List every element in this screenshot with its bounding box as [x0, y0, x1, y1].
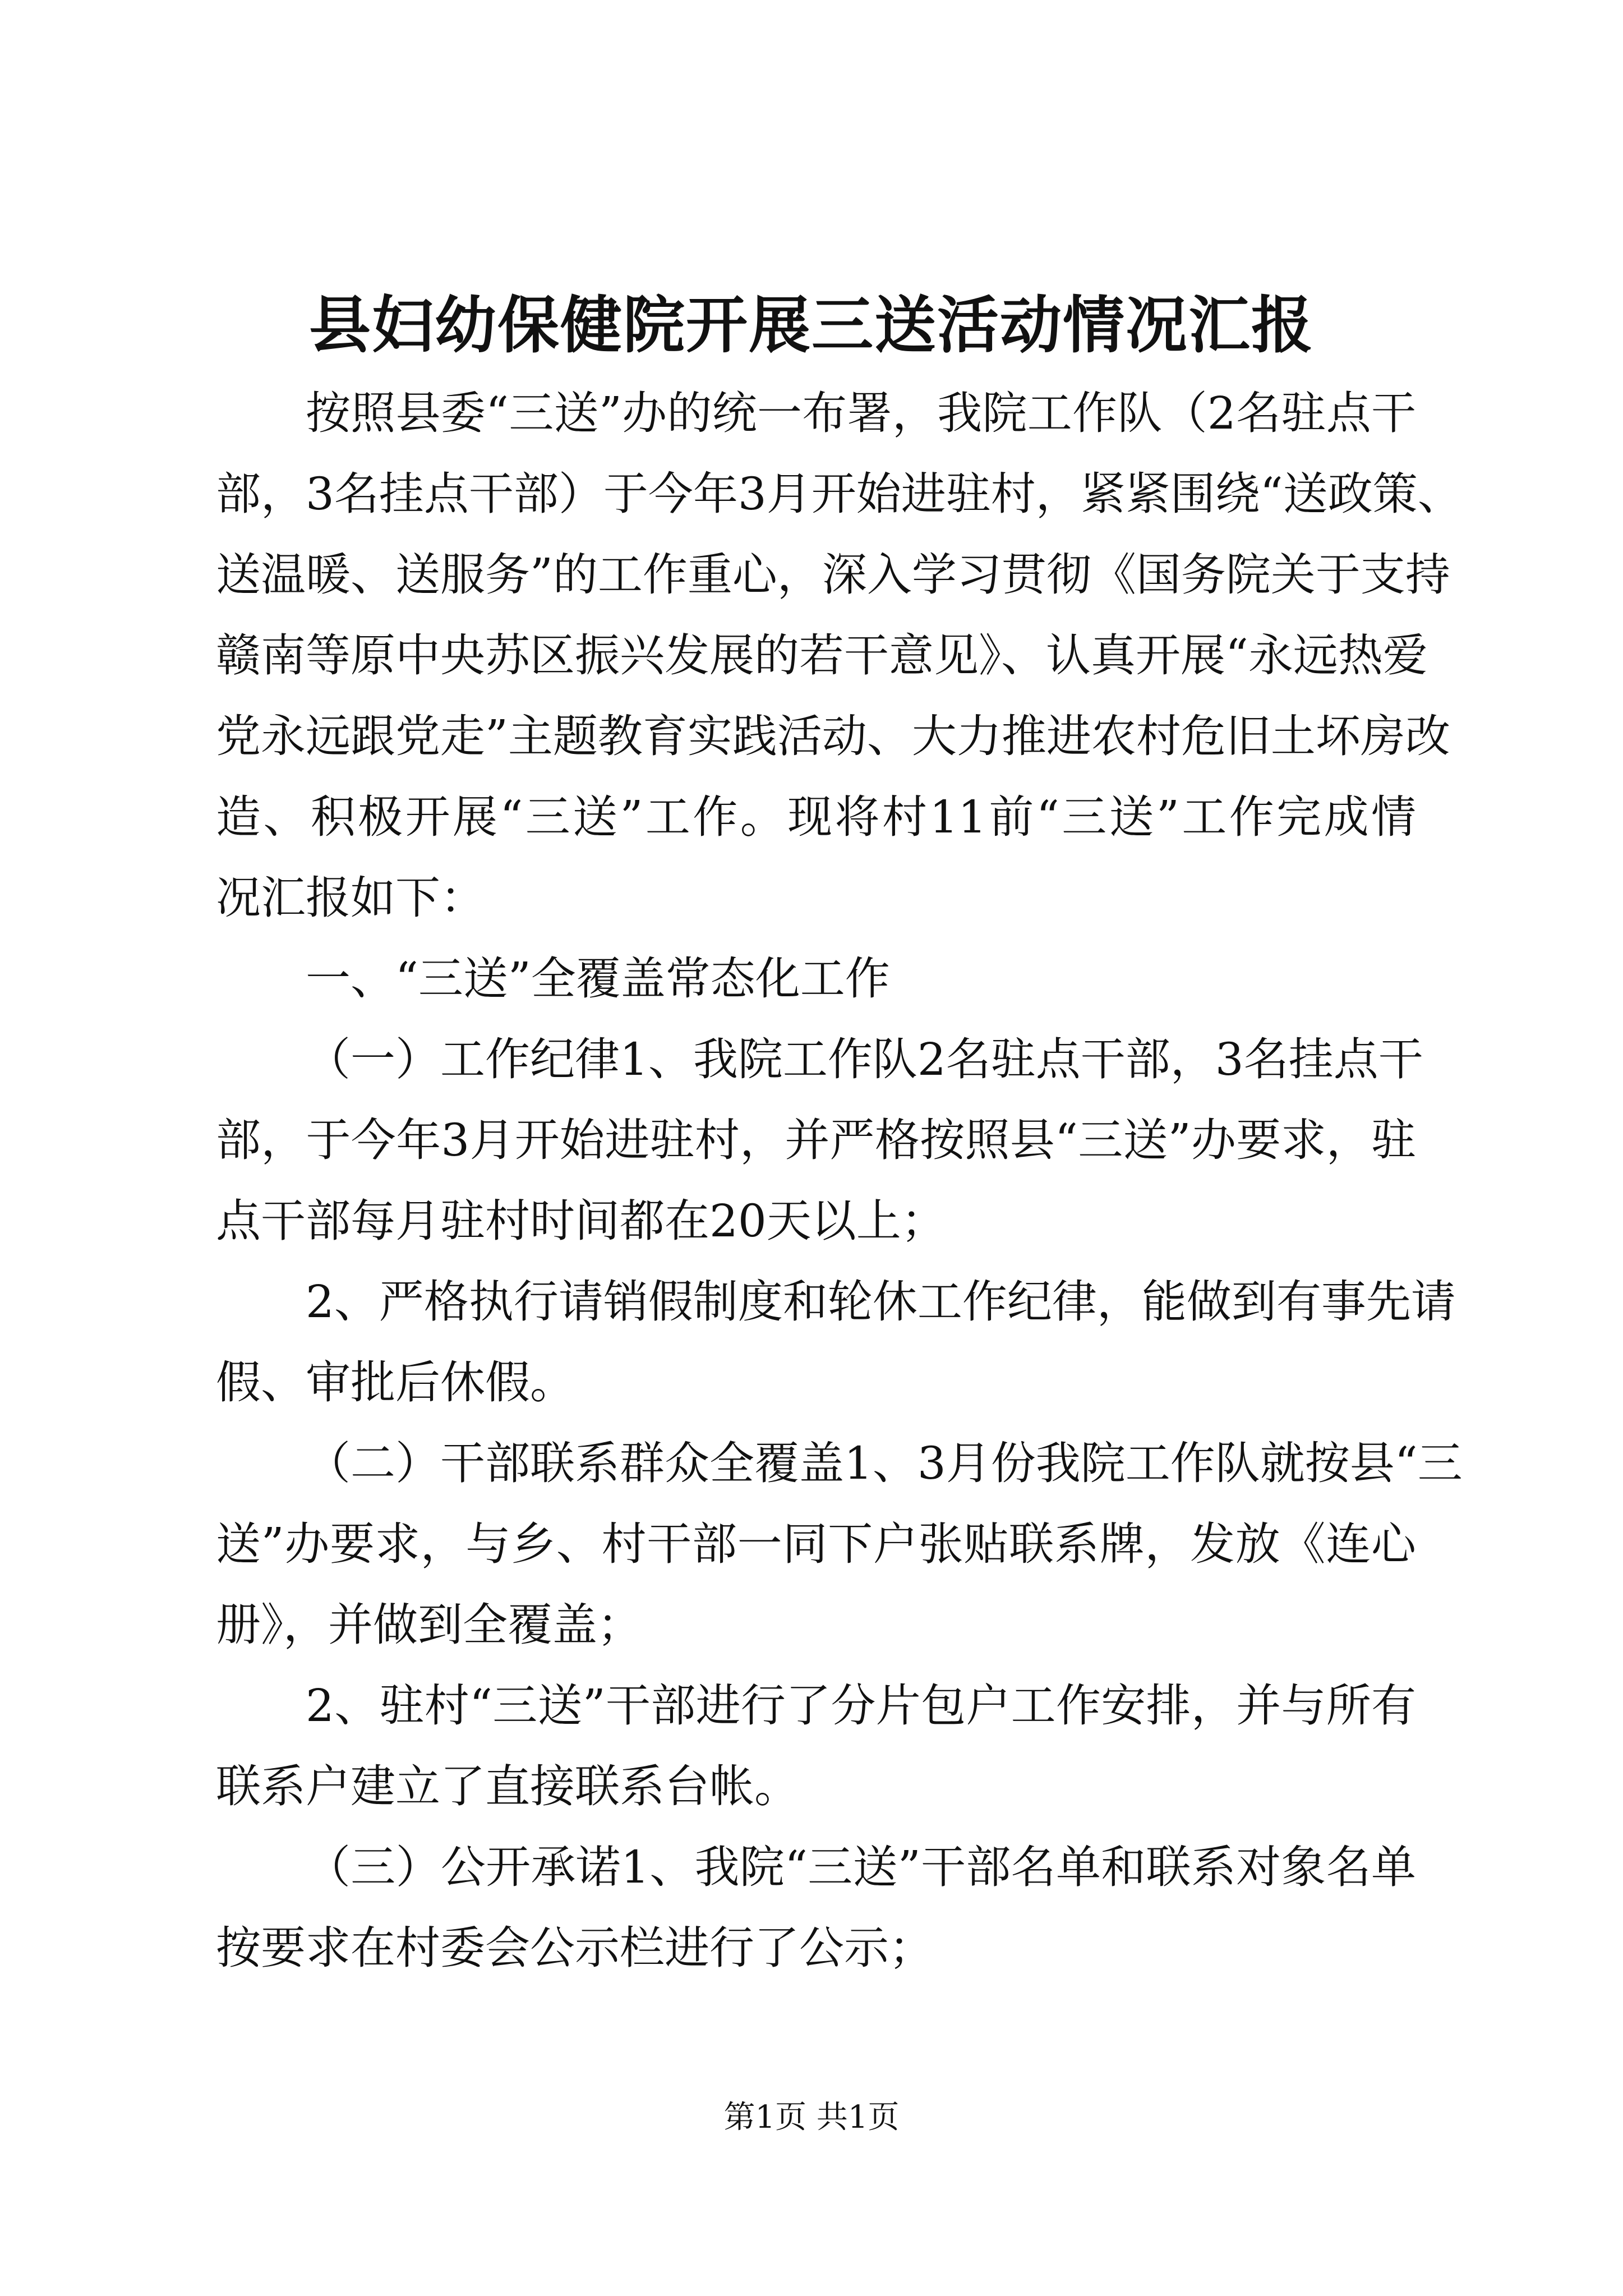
paragraph-line: 况汇报如下：	[216, 872, 485, 924]
paragraph-line: 送”办要求，与乡、村干部一同下户张贴联系牌，发放《连心	[216, 1518, 1416, 1570]
paragraph-line: 册》，并做到全覆盖；	[216, 1599, 642, 1651]
paragraph-line: 送温暖、送服务”的工作重心，深入学习贯彻《国务院关于支持	[216, 549, 1450, 601]
paragraph-line: 2、严格执行请销假制度和轮休工作纪律，能做到有事先请	[306, 1276, 1456, 1328]
paragraph-line: 假、审批后休假。	[216, 1356, 575, 1409]
paragraph-line: （二）干部联系群众全覆盖1、3月份我院工作队就按县“三	[306, 1437, 1463, 1489]
page-footer: 第1页 共1页	[723, 2099, 900, 2136]
paragraph-line: 部，于今年3月开始进驻村，并严格按照县“三送”办要求，驻	[216, 1114, 1416, 1166]
paragraph-line: 部，3名挂点干部）于今年3月开始进驻村，紧紧围绕“送政策、	[216, 468, 1463, 520]
paragraph-line: 按要求在村委会公示栏进行了公示；	[216, 1922, 934, 1974]
section-heading: 一、“三送”全覆盖常态化工作	[306, 953, 890, 1005]
paragraph-line: （一）工作纪律1、我院工作队2名驻点干部，3名挂点干	[306, 1033, 1423, 1085]
paragraph-line: 党永远跟党走”主题教育实践活动、大力推进农村危旧土坏房改	[216, 710, 1450, 762]
paragraph-line: 2、驻村“三送”干部进行了分片包户工作安排，并与所有	[306, 1680, 1416, 1732]
paragraph-line: （三）公开承诺1、我院“三送”干部名单和联系对象名单	[306, 1841, 1416, 1893]
paragraph-line: 联系户建立了直接联系台帐。	[216, 1760, 799, 1812]
paragraph-line: 造、积极开展“三送”工作。现将村11前“三送”工作完成情	[216, 791, 1416, 843]
document-title: 县妇幼保健院开展三送活动情况汇报	[309, 289, 1314, 361]
paragraph-line: 赣南等原中央苏区振兴发展的若干意见》、认真开展“永远热爱	[216, 629, 1428, 682]
paragraph-line: 按照县委“三送”办的统一布署，我院工作队（2名驻点干	[306, 387, 1416, 439]
paragraph-line: 点干部每月驻村时间都在20天以上；	[216, 1195, 946, 1247]
document-body	[216, 373, 1463, 1989]
